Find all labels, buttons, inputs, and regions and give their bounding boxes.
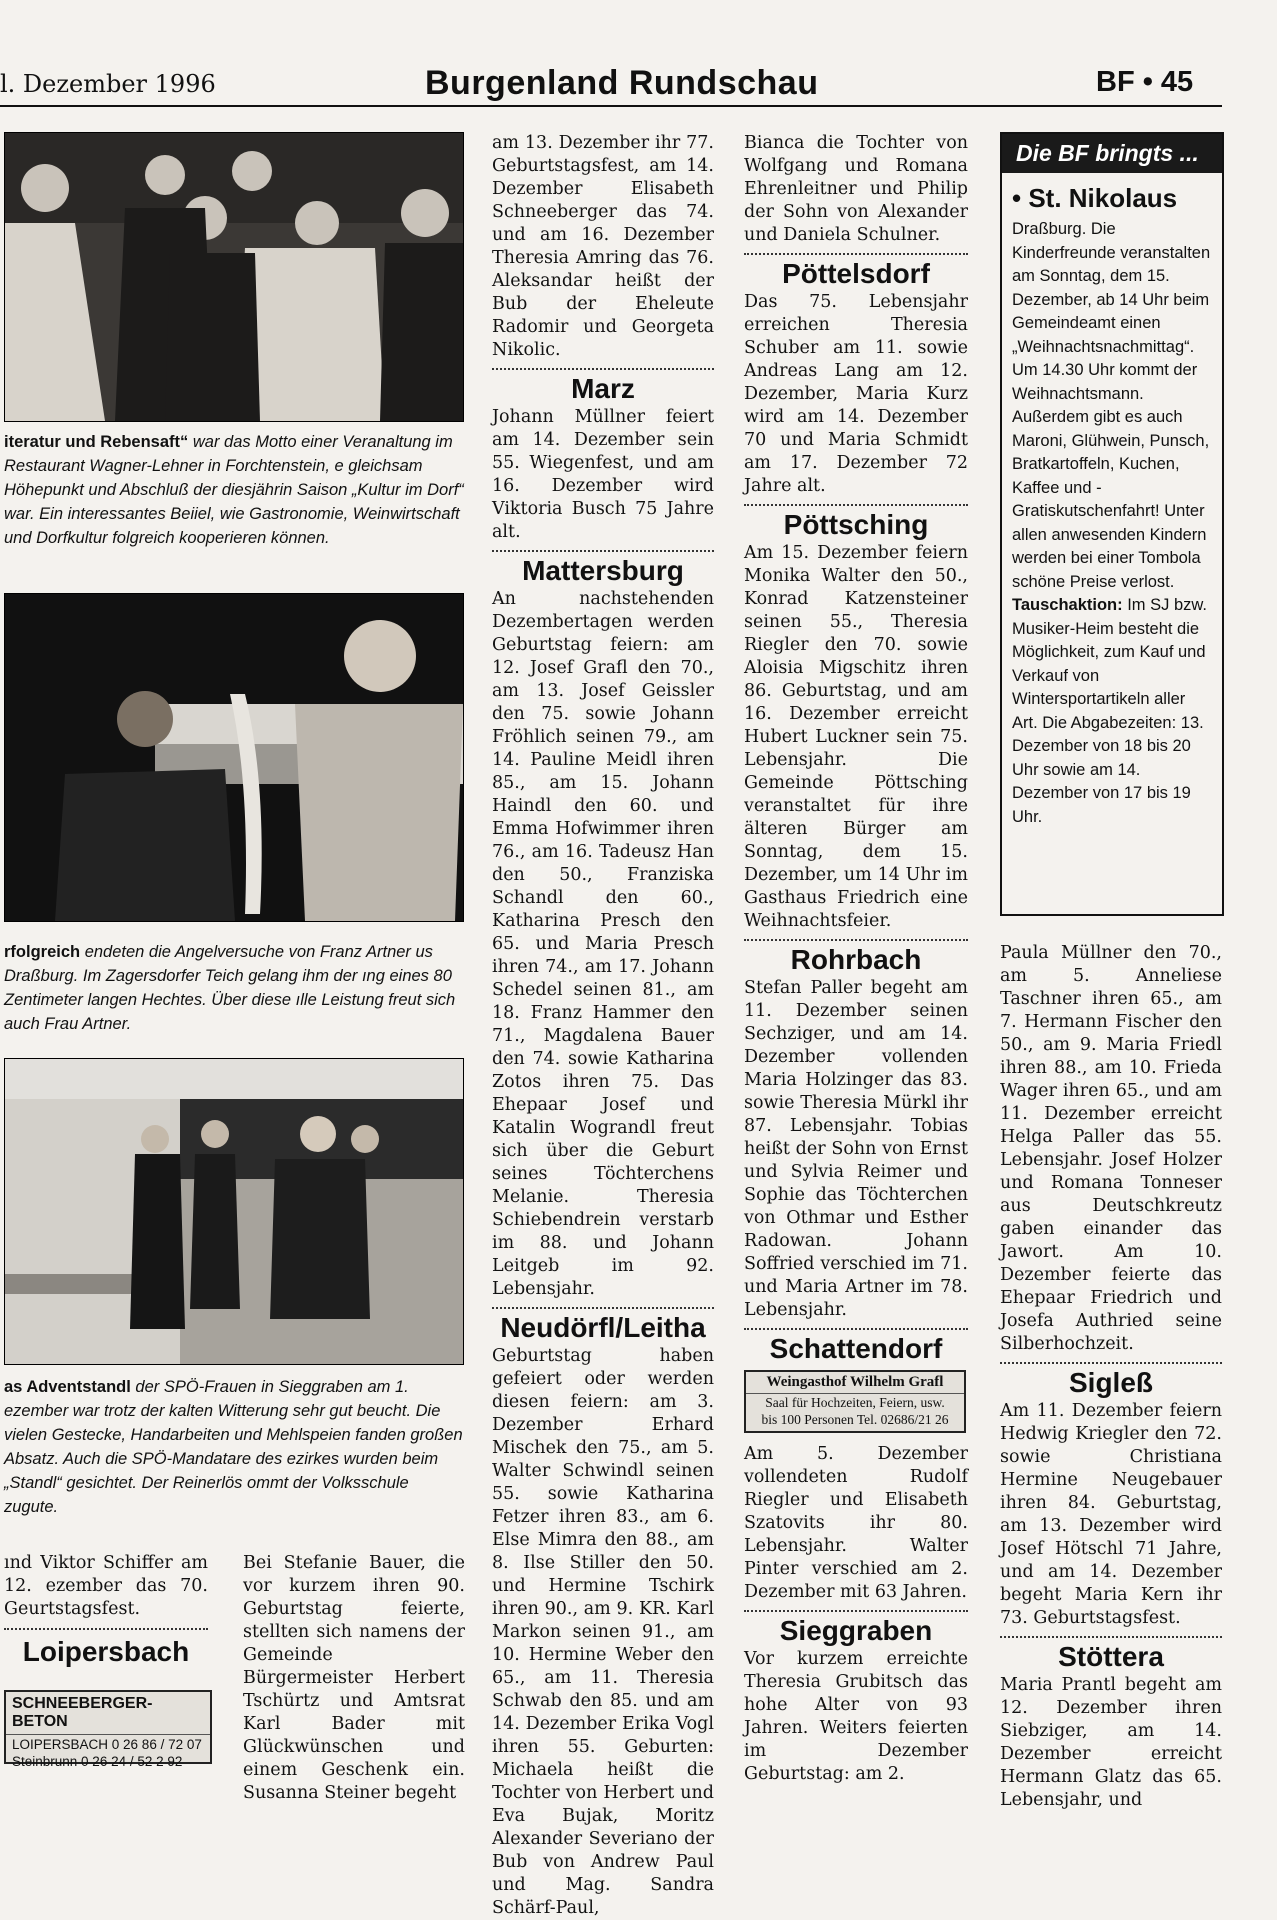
issue-date: l. Dezember 1996 <box>0 70 216 98</box>
column-3 <box>492 132 714 1918</box>
column-4 <box>744 132 968 1784</box>
text-schneeberger: am 13. Dezember ihr 77. Geburtstagsfest, am 14. Dezember Elisabeth Schneeberger das 74. und am 16. Dezember Theresia Amring das 76. Aleksandar heißt der Bub der Eheleute Radomir und Georgeta Nikolic. <box>492 133 714 360</box>
separator <box>744 253 968 255</box>
text-sieggraben: Vor kurzem erreichte Theresia Grubitsch das hohe Alter von 93 Jahren. Weiters feierten im Dezember Geburtstag: am 2. <box>744 1649 968 1784</box>
heading-stoettera: Stöttera <box>1058 1641 1164 1672</box>
heading-schattendorf: Schattendorf <box>769 1333 943 1364</box>
caption-angler <box>4 940 466 1036</box>
text-marz: Johann Müllner feiert am 14. Dezember sein 55. Wiegenfest, und am 16. Dezember wird Viktoria Busch 75 Jahre alt. <box>492 407 714 542</box>
photo-kultur-im-dorf <box>4 132 464 422</box>
bf-box-title: Die BF bringts ... <box>1002 134 1222 173</box>
heading-loipersbach: Loipersbach <box>22 1636 190 1667</box>
caption-kultur-body: war das Motto einer Veranaltung im Restaurant Wagner-Lehner in Forchtenstein, e gleichsam Höhepunkt und Abschluß der diesjährin Saison „Kultur im Dorf“ war. Ein interessantes Beiiel, wie Gastronomie, Weinwirtschaft und Dorfkultur folgreich kooperieren können. <box>4 433 464 547</box>
ad-schneeberger-name: SCHNEEBERGER-BETON <box>6 1692 210 1735</box>
heading-neudoerfl: Neudörfl/Leitha <box>500 1312 706 1343</box>
bf-box-tausch-label: Tauschaktion: <box>1012 596 1123 614</box>
caption-angler-body: endeten die Angelversuche von Franz Artner us Draßburg. Im Zagersdorfer Teich gelang ihm der ıng eines 80 Zentimeter langen Hechtes. Über diese ılle Leistung freut sich auch Frau Artner. <box>4 943 456 1033</box>
heading-mattersburg: Mattersburg <box>522 555 684 586</box>
caption-angler-lead: rfolgreich <box>4 943 81 961</box>
ad-grafl-line1: Saal für Hochzeiten, Feiern, usw. <box>765 1395 945 1410</box>
text-muellner: Paula Müllner den 70., am 5. Anneliese Taschner ihren 65., am 7. Hermann Fischer den 50., am 9. Maria Friedl ihren 88., am 10. Frieda Wager ihren 65., und am 11. Dezember erreicht Helga Paller das 55. Lebensjahr. Josef Holzer und Romana Tonneser aus Deutschkreutz gaben einander das Jawort. Am 10. Dezember feierte das Ehepaar Friedrich und Josefa Authried seine Silberhochzeit. <box>1000 943 1222 1354</box>
text-stoettera: Maria Prantl begeht am 12. Dezember ihren Siebziger, am 14. Dezember erreicht Hermann Glatz das 65. Lebensjahr, und <box>1000 1675 1222 1810</box>
text-rohrbach: Stefan Paller begeht am 11. Dezember seinen Sechziger, und am 14. Dezember vollenden Maria Holzinger das 83. sowie Theresia Mürkl ihr 87. Lebensjahr. Tobias heißt der Sohn von Ernst und Sylvia Reimer und Sophie das Töchterchen von Othmar und Esther Radowan. Johann Soffried verschied im 71. und Maria Artner im 78. Lebensjahr. <box>744 978 968 1320</box>
bf-box-nikolaus-text: Draßburg. Die Kinderfreunde veranstalten am Sonntag, dem 15. Dezember, ab 14 Uhr beim Gemeindeamt einen „Weihnachtsnachmittag“. Um 14.30 Uhr kommt der Weihnachtsmann. Außerdem gibt es auch Maroni, Glühwein, Punsch, Bratkartoffeln, Kuchen, Kaffee und - Gratiskutschenfahrt! Unter allen anwesenden Kindern werden bei einer Tombola schöne Preise verlost. <box>1012 220 1211 591</box>
ad-weingasthof-grafl <box>744 1370 966 1433</box>
separator <box>492 550 714 552</box>
text-poettelsdorf: Das 75. Lebensjahr erreichen Theresia Schuber am 11. sowie Andreas Lang am 12. Dezember, Maria Kurz wird am 14. Dezember 70 und Maria Schmidt am 17. Dezember 72 Jahre alt. <box>744 292 968 496</box>
heading-poettsching: Pöttsching <box>783 509 929 540</box>
text-mattersburg: An nachstehenden Dezembertagen werden Geburtstag feiern: am 12. Josef Grafl den 70., am 13. Josef Geissler den 75. sowie Johann Fröhlich seinen 79., am 14. Pauline Meidl ihren 85., am 15. Johann Haindl den 60. und Emma Hofwimmer ihren 76., am 16. Tadeusz Han den 50., Franziska Schandl den 60., Katharina Presch den 65. und Maria Presch ihren 74., am 17. Johann Schedel seinen 81., am 18. Franz Hammer den 71., Magdalena Bauer den 74. sowie Katharina Zotos ihren 75. Das Ehepaar Josef und Katalin Wograndl freut sich über die Geburt seines Töchterchens Melanie. Theresia Schiebendrein verstarb im 88. und Johann Leitgeb im 92. Lebensjahr. <box>492 589 714 1299</box>
ad-schneeberger-beton <box>4 1690 212 1769</box>
separator <box>744 504 968 506</box>
heading-marz: Marz <box>571 373 635 404</box>
separator <box>4 1628 208 1630</box>
bf-bringts-box <box>1000 132 1224 916</box>
text-schiffer <box>4 1552 208 1621</box>
text-neudoerfl: Geburtstag haben gefeiert oder werden diesen feiern: am 3. Dezember Erhard Mischek den 75., am 5. Walter Schwindl seinen 55. sowie Katharina Fetzer ihren 83., am 6. Else Mimra den 88., am 8. Ilse Stiller den 50. und Hermine Tschirk ihren 90., am 9. KR. Karl Markon seinen 91., am 10. Hermine Weber den 65., am 11. Theresia Schwab den 85. und am 14. Dezember Erika Vogl ihren 55. Geburten: Michaela heißt die Tochter von Herbert und Eva Bujak, Moritz Alexander Severiano der Bub von Andrew Paul und Mag. Sandra Schärf-Paul, <box>492 1346 714 1918</box>
separator <box>744 939 968 941</box>
heading-sigless: Sigleß <box>1068 1367 1153 1398</box>
text-stefanie-bauer <box>243 1552 465 1803</box>
ad-grafl-line2: bis 100 Personen Tel. 02686/21 26 <box>761 1412 949 1427</box>
text-ehrenleitner: Bianca die Tochter von Wolfgang und Romana Ehrenleitner und Philip der Sohn von Alexander und Daniela Schulner. <box>744 133 968 245</box>
header-rule <box>0 105 1222 107</box>
newspaper-title: Burgenland Rundschau <box>425 64 819 102</box>
ad-schneeberger-line1: LOIPERSBACH 0 26 86 / 72 07 <box>12 1737 202 1752</box>
caption-adventstandl <box>4 1375 466 1519</box>
separator <box>492 368 714 370</box>
caption-kultur <box>4 430 466 550</box>
separator <box>744 1610 968 1612</box>
photo-adventstandl <box>4 1058 464 1365</box>
caption-adventstandl-lead: as Adventstandl <box>4 1378 131 1396</box>
text-schiffer-body: ınd Viktor Schiffer am 12. ezember das 70. Geurtstagsfest. <box>4 1553 208 1619</box>
column-5-text <box>1000 942 1222 1810</box>
text-stefanie-bauer-body: Bei Stefanie Bauer, die vor kurzem ihren 90. Geburtstag feierte, stellten sich namens der Gemeinde Bürgermeister Herbert Tschürtz und Amtsrat Karl Bader mit Glückwünschen und einem Geschenk ein. Susanna Steiner begeht <box>243 1553 465 1803</box>
heading-rohrbach: Rohrbach <box>790 944 922 975</box>
ad-schneeberger-line2: Steinbrunn 0 26 24 / 52 2 92 <box>12 1754 183 1769</box>
heading-poettelsdorf: Pöttelsdorf <box>782 258 930 289</box>
bf-box-tausch-text: Im SJ bzw. Musiker-Heim besteht die Möglichkeit, zum Kauf und Verkauf von Wintersportartikeln aller Art. Die Abgabezeiten: 13. Dezember von 18 bis 20 Uhr sowie am 14. Dezember von 17 bis 19 Uhr. <box>1012 596 1207 826</box>
text-sigless: Am 11. Dezember feiern Hedwig Kriegler den 72. sowie Christiana Hermine Neugebauer ihren 84. Geburtstag, am 13. Dezember wird Josef Hötschl 71 Jahre, und am 14. Dezember begeht Maria Kern ihr 73. Geburtstagsfest. <box>1000 1401 1222 1628</box>
photo-angler-hecht <box>4 593 464 922</box>
page-number: BF • 45 <box>1096 66 1194 98</box>
caption-kultur-lead: iteratur und Rebensaft“ <box>4 433 189 451</box>
separator <box>744 1328 968 1330</box>
text-schattendorf: Am 5. Dezember vollendeten Rudolf Riegler und Elisabeth Szatovits ihr 80. Lebensjahr. Walter Pinter verschied am 2. Dezember mit 63 Jahren. <box>744 1444 968 1602</box>
separator <box>1000 1362 1222 1364</box>
caption-adventstandl-body: der SPÖ-Frauen in Sieggraben am 1. ezember war trotz der kalten Witterung sehr gut beucht. Die vielen Gestecke, Handarbeiten und Mehlspeien fanden großen Absatz. Auch die SPÖ-Mandatare des ezirkes wurden beim „Standl“ gesichtet. Der Reinerlös ommt der Volksschule zugute. <box>4 1378 463 1516</box>
heading-sieggraben: Sieggraben <box>779 1615 933 1646</box>
separator <box>1000 1636 1222 1638</box>
text-poettsching: Am 15. Dezember feiern Monika Walter den 50., Konrad Katzensteiner seinen 55., Theresia Riegler den 70. sowie Aloisia Migschitz ihren 86. Geburtstag, und am 16. Dezember erreicht Hubert Luckner sein 75. Lebensjahr. Die Gemeinde Pöttsching veranstaltet für ihre älteren Bürger am Sonntag, dem 15. Dezember, um 14 Uhr im Gasthaus Friedrich eine Weihnachtsfeier. <box>744 543 968 931</box>
bf-box-subheading: • St. Nikolaus <box>1012 183 1178 213</box>
separator <box>492 1307 714 1309</box>
ad-grafl-name: Weingasthof Wilhelm Grafl <box>746 1372 964 1394</box>
